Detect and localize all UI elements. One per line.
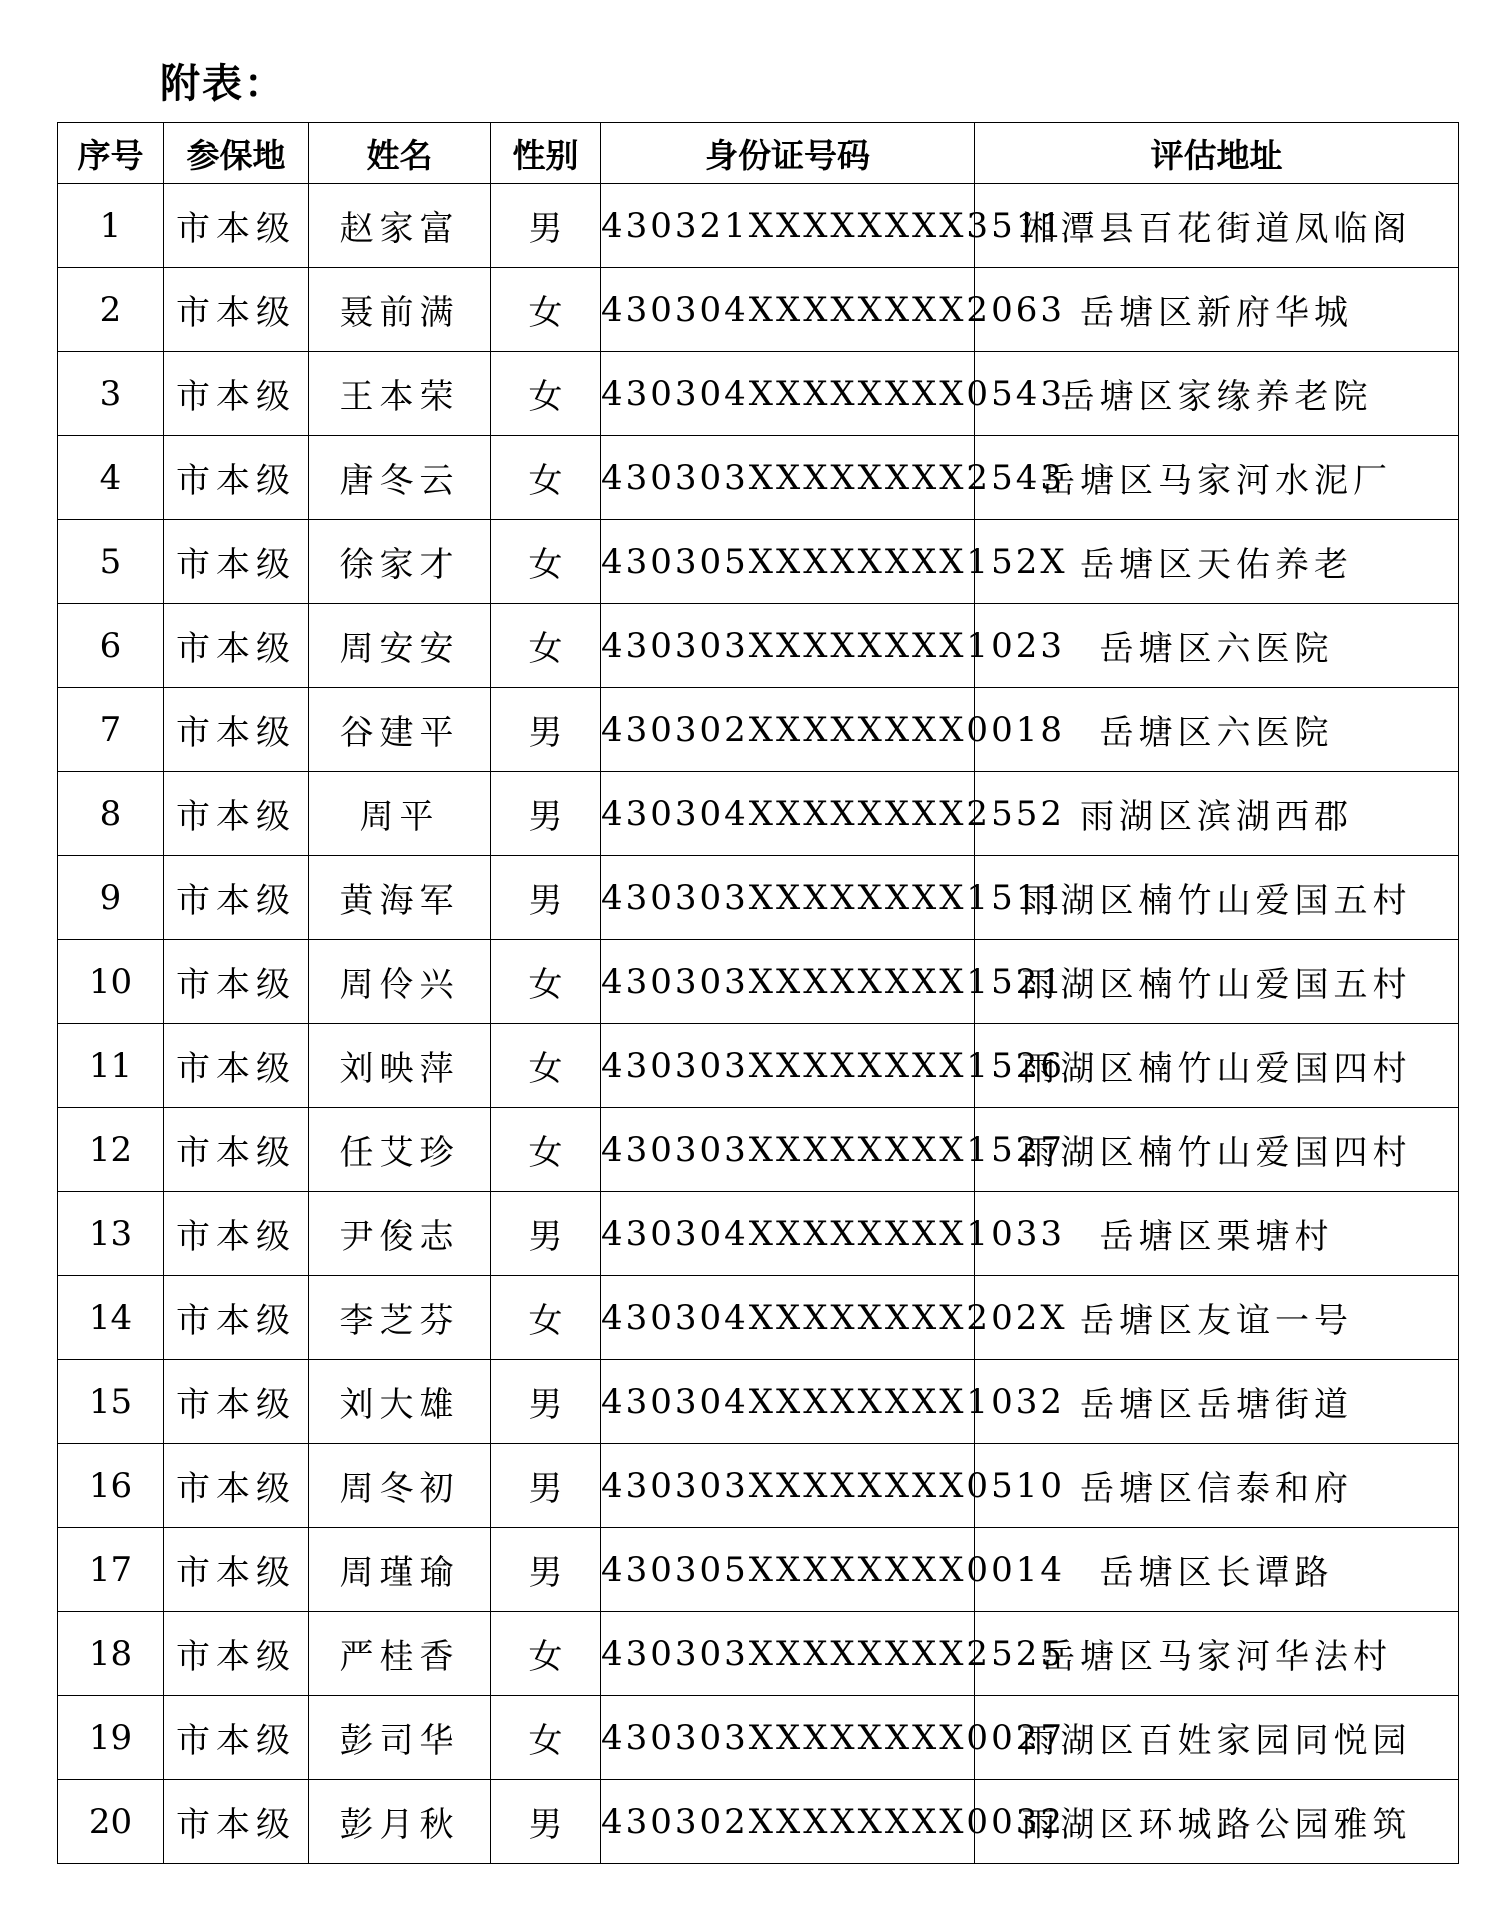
gender-cell: 女 <box>491 352 601 436</box>
insured-region-cell: 市本级 <box>164 772 309 856</box>
assessment-roster-table <box>57 122 1459 1864</box>
serial-number-cell: 15 <box>58 1360 164 1444</box>
attachment-title: 附表： <box>160 61 286 107</box>
header-name: 姓名 <box>309 123 491 184</box>
serial-number-cell: 11 <box>58 1024 164 1108</box>
table-header <box>58 123 1459 184</box>
gender-cell: 男 <box>491 184 601 268</box>
name-cell: 尹俊志 <box>309 1192 491 1276</box>
table-row <box>58 1696 1459 1780</box>
gender-cell: 女 <box>491 1276 601 1360</box>
id-number-cell: 430304XXXXXXXX2552 <box>601 772 975 856</box>
id-number-cell: 430321XXXXXXXX3511 <box>601 184 975 268</box>
gender-cell: 男 <box>491 1780 601 1864</box>
gender-cell: 女 <box>491 1612 601 1696</box>
gender-cell: 女 <box>491 604 601 688</box>
insured-region-cell: 市本级 <box>164 352 309 436</box>
name-cell: 谷建平 <box>309 688 491 772</box>
assessment-address-cell: 湘潭县百花街道凤临阁 <box>975 184 1459 268</box>
gender-cell: 男 <box>491 1360 601 1444</box>
insured-region-cell: 市本级 <box>164 1276 309 1360</box>
id-number-cell: 430303XXXXXXXX2543 <box>601 436 975 520</box>
name-cell: 徐家才 <box>309 520 491 604</box>
id-number-cell: 430304XXXXXXXX0543 <box>601 352 975 436</box>
assessment-address-cell: 雨湖区楠竹山爱国五村 <box>975 940 1459 1024</box>
insured-region-cell: 市本级 <box>164 268 309 352</box>
name-cell: 彭司华 <box>309 1696 491 1780</box>
table-row <box>58 1528 1459 1612</box>
insured-region-cell: 市本级 <box>164 856 309 940</box>
table-row <box>58 268 1459 352</box>
gender-cell: 男 <box>491 1528 601 1612</box>
gender-cell: 男 <box>491 688 601 772</box>
assessment-address-cell: 雨湖区环城路公园雅筑 <box>975 1780 1459 1864</box>
id-number-cell: 430302XXXXXXXX0032 <box>601 1780 975 1864</box>
assessment-address-cell: 岳塘区信泰和府 <box>975 1444 1459 1528</box>
table-body <box>58 184 1459 1864</box>
name-cell: 王本荣 <box>309 352 491 436</box>
assessment-address-cell: 雨湖区楠竹山爱国四村 <box>975 1024 1459 1108</box>
table-row <box>58 1444 1459 1528</box>
insured-region-cell: 市本级 <box>164 1528 309 1612</box>
table-row <box>58 1108 1459 1192</box>
name-cell: 严桂香 <box>309 1612 491 1696</box>
table-row <box>58 1024 1459 1108</box>
name-cell: 周瑾瑜 <box>309 1528 491 1612</box>
header-serial-number: 序号 <box>58 123 164 184</box>
insured-region-cell: 市本级 <box>164 1780 309 1864</box>
gender-cell: 女 <box>491 436 601 520</box>
insured-region-cell: 市本级 <box>164 1444 309 1528</box>
gender-cell: 男 <box>491 856 601 940</box>
gender-cell: 女 <box>491 1024 601 1108</box>
assessment-address-cell: 雨湖区楠竹山爱国四村 <box>975 1108 1459 1192</box>
header-assessment-address: 评估地址 <box>975 123 1459 184</box>
name-cell: 周伶兴 <box>309 940 491 1024</box>
id-number-cell: 430303XXXXXXXX2525 <box>601 1612 975 1696</box>
assessment-address-cell: 岳塘区新府华城 <box>975 268 1459 352</box>
assessment-address-cell: 岳塘区栗塘村 <box>975 1192 1459 1276</box>
table-row <box>58 184 1459 268</box>
serial-number-cell: 3 <box>58 352 164 436</box>
serial-number-cell: 16 <box>58 1444 164 1528</box>
table-row <box>58 520 1459 604</box>
insured-region-cell: 市本级 <box>164 1192 309 1276</box>
insured-region-cell: 市本级 <box>164 1612 309 1696</box>
id-number-cell: 430303XXXXXXXX1023 <box>601 604 975 688</box>
name-cell: 黄海军 <box>309 856 491 940</box>
insured-region-cell: 市本级 <box>164 1108 309 1192</box>
id-number-cell: 430303XXXXXXXX1511 <box>601 856 975 940</box>
id-number-cell: 430303XXXXXXXX1521 <box>601 940 975 1024</box>
assessment-address-cell: 岳塘区六医院 <box>975 688 1459 772</box>
insured-region-cell: 市本级 <box>164 520 309 604</box>
table-row <box>58 772 1459 856</box>
insured-region-cell: 市本级 <box>164 688 309 772</box>
insured-region-cell: 市本级 <box>164 436 309 520</box>
id-number-cell: 430304XXXXXXXX2063 <box>601 268 975 352</box>
table-row <box>58 1276 1459 1360</box>
serial-number-cell: 5 <box>58 520 164 604</box>
serial-number-cell: 12 <box>58 1108 164 1192</box>
assessment-address-cell: 雨湖区百姓家园同悦园 <box>975 1696 1459 1780</box>
serial-number-cell: 9 <box>58 856 164 940</box>
serial-number-cell: 6 <box>58 604 164 688</box>
name-cell: 唐冬云 <box>309 436 491 520</box>
table-row <box>58 1780 1459 1864</box>
table-row <box>58 940 1459 1024</box>
id-number-cell: 430303XXXXXXXX0510 <box>601 1444 975 1528</box>
assessment-address-cell: 岳塘区马家河水泥厂 <box>975 436 1459 520</box>
id-number-cell: 430304XXXXXXXX1032 <box>601 1360 975 1444</box>
table-row <box>58 688 1459 772</box>
assessment-address-cell: 岳塘区马家河华法村 <box>975 1612 1459 1696</box>
gender-cell: 女 <box>491 940 601 1024</box>
serial-number-cell: 18 <box>58 1612 164 1696</box>
name-cell: 赵家富 <box>309 184 491 268</box>
table-row <box>58 1612 1459 1696</box>
assessment-address-cell: 岳塘区天佑养老 <box>975 520 1459 604</box>
id-number-cell: 430305XXXXXXXX0014 <box>601 1528 975 1612</box>
assessment-address-cell: 岳塘区长谭路 <box>975 1528 1459 1612</box>
serial-number-cell: 2 <box>58 268 164 352</box>
header-row <box>58 123 1459 184</box>
gender-cell: 女 <box>491 268 601 352</box>
serial-number-cell: 19 <box>58 1696 164 1780</box>
insured-region-cell: 市本级 <box>164 1360 309 1444</box>
id-number-cell: 430303XXXXXXXX1526 <box>601 1024 975 1108</box>
insured-region-cell: 市本级 <box>164 1024 309 1108</box>
assessment-address-cell: 岳塘区家缘养老院 <box>975 352 1459 436</box>
table-row <box>58 1360 1459 1444</box>
assessment-address-cell: 雨湖区楠竹山爱国五村 <box>975 856 1459 940</box>
serial-number-cell: 4 <box>58 436 164 520</box>
insured-region-cell: 市本级 <box>164 1696 309 1780</box>
serial-number-cell: 20 <box>58 1780 164 1864</box>
assessment-address-cell: 岳塘区六医院 <box>975 604 1459 688</box>
serial-number-cell: 1 <box>58 184 164 268</box>
id-number-cell: 430303XXXXXXXX1527 <box>601 1108 975 1192</box>
name-cell: 刘大雄 <box>309 1360 491 1444</box>
insured-region-cell: 市本级 <box>164 184 309 268</box>
serial-number-cell: 8 <box>58 772 164 856</box>
name-cell: 周冬初 <box>309 1444 491 1528</box>
header-id-number: 身份证号码 <box>601 123 975 184</box>
table-row <box>58 604 1459 688</box>
name-cell: 周平 <box>309 772 491 856</box>
assessment-address-cell: 岳塘区友谊一号 <box>975 1276 1459 1360</box>
serial-number-cell: 7 <box>58 688 164 772</box>
assessment-address-cell: 岳塘区岳塘街道 <box>975 1360 1459 1444</box>
insured-region-cell: 市本级 <box>164 604 309 688</box>
id-number-cell: 430302XXXXXXXX0018 <box>601 688 975 772</box>
serial-number-cell: 14 <box>58 1276 164 1360</box>
id-number-cell: 430304XXXXXXXX1033 <box>601 1192 975 1276</box>
header-insured-region: 参保地 <box>164 123 309 184</box>
gender-cell: 男 <box>491 772 601 856</box>
table-row <box>58 856 1459 940</box>
serial-number-cell: 10 <box>58 940 164 1024</box>
serial-number-cell: 17 <box>58 1528 164 1612</box>
id-number-cell: 430304XXXXXXXX202X <box>601 1276 975 1360</box>
name-cell: 刘映萍 <box>309 1024 491 1108</box>
gender-cell: 男 <box>491 1192 601 1276</box>
table-row <box>58 436 1459 520</box>
name-cell: 李芝芬 <box>309 1276 491 1360</box>
gender-cell: 女 <box>491 1108 601 1192</box>
name-cell: 任艾珍 <box>309 1108 491 1192</box>
table-row <box>58 1192 1459 1276</box>
name-cell: 聂前满 <box>309 268 491 352</box>
assessment-address-cell: 雨湖区滨湖西郡 <box>975 772 1459 856</box>
gender-cell: 女 <box>491 1696 601 1780</box>
table-row <box>58 352 1459 436</box>
name-cell: 彭月秋 <box>309 1780 491 1864</box>
name-cell: 周安安 <box>309 604 491 688</box>
gender-cell: 男 <box>491 1444 601 1528</box>
id-number-cell: 430305XXXXXXXX152X <box>601 520 975 604</box>
insured-region-cell: 市本级 <box>164 940 309 1024</box>
id-number-cell: 430303XXXXXXXX0027 <box>601 1696 975 1780</box>
serial-number-cell: 13 <box>58 1192 164 1276</box>
header-gender: 性别 <box>491 123 601 184</box>
gender-cell: 女 <box>491 520 601 604</box>
